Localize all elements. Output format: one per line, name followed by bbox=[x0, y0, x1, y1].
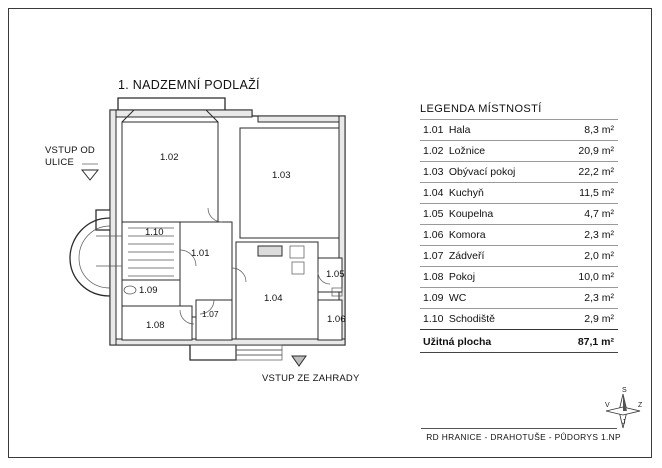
legend-name: Pokoj bbox=[449, 267, 559, 288]
room-1-02 bbox=[122, 110, 218, 222]
room-label-1-09: 1.09 bbox=[139, 285, 158, 296]
entrance-arrow-street bbox=[82, 164, 98, 180]
legend-area: 10,0 m² bbox=[559, 267, 618, 288]
legend-title: LEGENDA MÍSTNOSTÍ bbox=[420, 103, 542, 115]
room-label-1-05: 1.05 bbox=[326, 269, 345, 280]
compass-south-label: J bbox=[622, 419, 626, 426]
legend-code: 1.02 bbox=[420, 141, 449, 162]
legend-name: WC bbox=[449, 288, 559, 309]
legend-name: Kuchyň bbox=[449, 183, 559, 204]
garden-entrance-steps bbox=[236, 345, 282, 360]
legend-name: Obývací pokoj bbox=[449, 162, 559, 183]
legend-code: 1.08 bbox=[420, 267, 449, 288]
legend-code: 1.10 bbox=[420, 309, 449, 330]
legend-code: 1.05 bbox=[420, 204, 449, 225]
footer-divider bbox=[421, 428, 617, 429]
room-label-1-04: 1.04 bbox=[264, 293, 283, 304]
entrance-garden-label: VSTUP ZE ZAHRADY bbox=[262, 373, 360, 384]
footer-caption: RD HRANICE - DRAHOTUŠE - PŮDORYS 1.NP bbox=[426, 432, 621, 442]
entrance-street-label-line1: VSTUP OD bbox=[45, 145, 95, 156]
legend-name: Hala bbox=[449, 120, 559, 141]
table-row bbox=[420, 267, 618, 288]
compass-north-label: S bbox=[622, 387, 627, 394]
legend-area: 4,7 m² bbox=[559, 204, 618, 225]
room-label-1-07: 1.07 bbox=[202, 309, 219, 319]
legend-name: Zádveří bbox=[449, 246, 559, 267]
compass-west-label: V bbox=[605, 402, 610, 409]
legend-total-row bbox=[420, 330, 618, 353]
legend-code: 1.06 bbox=[420, 225, 449, 246]
room-label-1-03: 1.03 bbox=[272, 170, 291, 181]
table-row bbox=[420, 288, 618, 309]
room-label-1-08: 1.08 bbox=[146, 320, 165, 331]
legend-area: 2,3 m² bbox=[559, 225, 618, 246]
legend-area: 20,9 m² bbox=[559, 141, 618, 162]
compass-east-label: Z bbox=[638, 402, 643, 409]
table-row bbox=[420, 183, 618, 204]
table-row bbox=[420, 309, 618, 330]
table-row bbox=[420, 204, 618, 225]
legend-code: 1.07 bbox=[420, 246, 449, 267]
legend-area: 8,3 m² bbox=[559, 120, 618, 141]
legend-area: 11,5 m² bbox=[559, 183, 618, 204]
legend-name: Koupelna bbox=[449, 204, 559, 225]
room-1-03 bbox=[240, 128, 339, 238]
entrance-arrow-garden bbox=[292, 356, 306, 366]
legend-name: Ložnice bbox=[449, 141, 559, 162]
table-row bbox=[420, 141, 618, 162]
legend-name: Komora bbox=[449, 225, 559, 246]
entrance-street-label-line2: ULICE bbox=[45, 157, 74, 168]
legend-area: 2,3 m² bbox=[559, 288, 618, 309]
room-label-1-06: 1.06 bbox=[327, 314, 346, 325]
room-1-07-vestibule bbox=[196, 300, 232, 340]
legend-name: Schodiště bbox=[449, 309, 559, 330]
legend-area: 2,0 m² bbox=[559, 246, 618, 267]
room-1-10-stairs bbox=[96, 222, 180, 280]
room-1-04-kitchen bbox=[236, 242, 318, 339]
legend-code: 1.01 bbox=[420, 120, 449, 141]
legend-total-area: 87,1 m² bbox=[559, 330, 618, 353]
page-title: 1. NADZEMNÍ PODLAŽÍ bbox=[118, 78, 260, 92]
legend-code: 1.04 bbox=[420, 183, 449, 204]
room-label-1-02: 1.02 bbox=[160, 152, 179, 163]
legend bbox=[420, 103, 618, 353]
room-label-1-01: 1.01 bbox=[191, 248, 210, 259]
legend-code: 1.09 bbox=[420, 288, 449, 309]
table-row bbox=[420, 225, 618, 246]
table-row bbox=[420, 246, 618, 267]
legend-area: 2,9 m² bbox=[559, 309, 618, 330]
legend-area: 22,2 m² bbox=[559, 162, 618, 183]
legend-total-label: Užitná plocha bbox=[420, 330, 559, 353]
room-label-1-10: 1.10 bbox=[145, 227, 164, 238]
table-row bbox=[420, 162, 618, 183]
legend-table bbox=[420, 119, 618, 353]
table-row bbox=[420, 120, 618, 141]
legend-code: 1.03 bbox=[420, 162, 449, 183]
